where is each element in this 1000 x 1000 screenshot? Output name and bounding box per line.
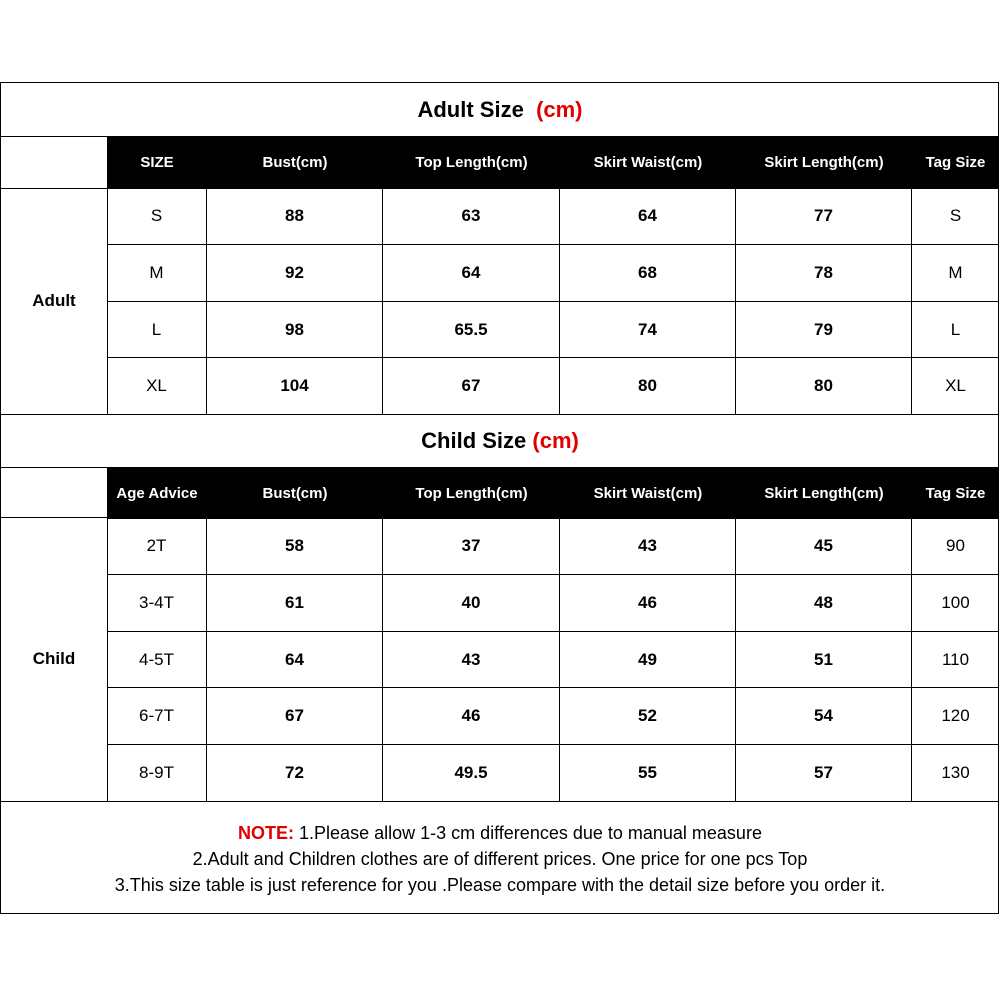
child-size-title: [1, 428, 999, 454]
divider: [1, 801, 999, 802]
table-cell: 2T: [146, 535, 167, 555]
table-cell: 77: [814, 206, 833, 225]
table-cell: 64: [461, 263, 481, 282]
table-cell: XL: [945, 376, 966, 395]
table-cell: 130: [941, 763, 970, 782]
size-chart: [0, 82, 999, 914]
table-cell: 51: [814, 649, 833, 669]
adult-title-unit: (cm): [536, 97, 583, 122]
table-cell: 45: [814, 535, 833, 555]
header-cell: Age Advice: [116, 484, 198, 502]
table-cell: 78: [814, 263, 833, 282]
header-cell: SIZE: [140, 153, 174, 171]
table-cell: 67: [461, 376, 481, 395]
table-cell: 104: [280, 376, 309, 395]
table-cell: M: [948, 263, 963, 282]
table-cell: L: [950, 319, 961, 339]
table-cell: 67: [285, 706, 304, 725]
note-line-3: 3.This size table is just reference for you .Please compare with the detail size before you order it.: [114, 875, 886, 895]
header-cell: Top Length(cm): [415, 484, 528, 502]
table-cell: 4-5T: [139, 649, 174, 669]
header-cell: Bust(cm): [262, 484, 328, 502]
note-line-1: [1, 820, 999, 846]
adult-group-label: Adult: [32, 291, 76, 310]
table-cell: 52: [638, 706, 657, 725]
table-cell: 64: [285, 649, 304, 669]
table-cell: 3-4T: [139, 593, 174, 612]
child-title-unit: (cm): [532, 428, 579, 453]
table-cell: 80: [814, 376, 833, 395]
header-cell: Tag Size: [925, 484, 986, 502]
table-cell: 43: [638, 535, 657, 555]
table-cell: 55: [638, 763, 657, 782]
table-cell: 64: [638, 206, 657, 225]
table-cell: S: [150, 206, 163, 225]
table-cell: 120: [941, 706, 970, 725]
header-cell: Bust(cm): [262, 153, 328, 171]
table-cell: 49: [638, 649, 657, 669]
divider: [1, 414, 999, 415]
table-cell: 72: [285, 763, 304, 782]
table-cell: 65.5: [454, 319, 488, 339]
table-cell: 58: [285, 535, 304, 555]
table-cell: 68: [638, 263, 657, 282]
note-text-1: 1.Please allow 1-3 cm differences due to manual measure: [294, 823, 762, 843]
table-cell: 57: [814, 763, 833, 782]
table-cell: XL: [146, 376, 167, 395]
table-cell: L: [151, 319, 162, 339]
table-cell: 100: [941, 593, 970, 612]
adult-header-row: [107, 136, 999, 188]
table-cell: 8-9T: [139, 763, 174, 782]
header-cell: Skirt Length(cm): [764, 153, 884, 171]
header-cell: Skirt Waist(cm): [593, 484, 703, 502]
table-cell: 61: [285, 593, 304, 612]
table-cell: S: [949, 206, 962, 225]
table-cell: 92: [285, 263, 304, 282]
table-cell: 49.5: [454, 763, 488, 782]
table-cell: 80: [638, 376, 657, 395]
table-cell: 74: [638, 319, 657, 339]
table-cell: 48: [814, 593, 833, 612]
header-cell: Top Length(cm): [415, 153, 528, 171]
child-header-row: [107, 467, 999, 519]
table-cell: 98: [285, 319, 304, 339]
header-cell: Skirt Length(cm): [764, 484, 884, 502]
table-cell: M: [149, 263, 164, 282]
table-cell: 90: [946, 535, 965, 555]
child-group-label: Child: [32, 649, 76, 668]
note-label: NOTE:: [238, 823, 295, 843]
table-cell: 6-7T: [139, 706, 174, 725]
table-cell: 46: [461, 706, 481, 725]
table-cell: 46: [638, 593, 657, 612]
adult-title-text: Adult Size: [417, 97, 524, 122]
table-cell: 63: [461, 206, 481, 225]
child-title-text: Child Size: [421, 428, 527, 453]
table-cell: 40: [461, 593, 481, 612]
table-cell: 37: [461, 535, 481, 555]
table-cell: 88: [285, 206, 304, 225]
table-cell: 110: [941, 649, 970, 669]
table-cell: 79: [814, 319, 833, 339]
table-cell: 54: [814, 706, 833, 725]
header-cell: Skirt Waist(cm): [593, 153, 703, 171]
table-cell: 43: [461, 649, 481, 669]
note-line-2: 2.Adult and Children clothes are of different prices. One price for one pcs Top: [192, 849, 808, 869]
adult-size-title: [1, 97, 999, 123]
header-cell: Tag Size: [925, 153, 986, 171]
